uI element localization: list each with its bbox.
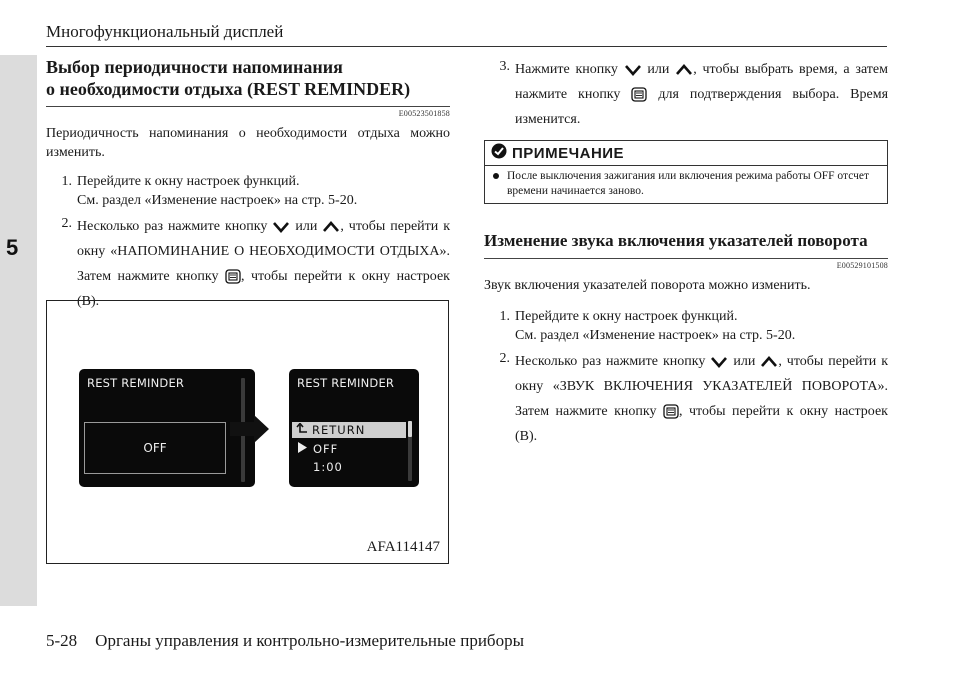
footer-title: Органы управления и контрольно-измерительные приборы: [95, 631, 524, 650]
check-badge-icon: [491, 143, 507, 164]
step-text-part: , чтобы перейти к окну «ЗВУК ВКЛЮЧЕНИЯ УКАЗАТЕЛЕЙ ПОВОРОТА». Затем нажмите кнопку: [515, 354, 889, 419]
step-text: [515, 307, 888, 345]
bullet-icon: [493, 173, 499, 179]
menu-item-return: [292, 422, 406, 438]
enter-button-icon: [663, 404, 679, 419]
menu-item-label: 1:00: [313, 460, 343, 474]
step-line: См. раздел «Изменение настроек» на стр. 5-20.: [77, 193, 358, 208]
step-2: [46, 214, 450, 314]
step-text-part: или: [733, 354, 756, 369]
left-column: [46, 56, 450, 314]
section-divider: [484, 258, 888, 259]
step-1: [46, 172, 450, 210]
step-text-part: Несколько раз нажмите кнопку: [515, 354, 706, 369]
chevron-up-icon: [322, 220, 340, 234]
step-2: [484, 349, 888, 449]
arrow-right-icon: [230, 415, 270, 448]
chevron-down-icon: [272, 220, 290, 234]
screen-title: REST REMINDER: [297, 376, 395, 390]
step-line: Перейдите к окну настроек функций.: [77, 174, 300, 189]
step-text: [515, 57, 888, 132]
step-line: См. раздел «Изменение настроек» на стр. 5-20.: [515, 328, 796, 343]
heading-line-1: Выбор периодичности напоминания: [46, 57, 343, 77]
screen-title: REST REMINDER: [87, 376, 185, 390]
page-number: 5-28: [46, 631, 78, 650]
chevron-up-icon: [760, 355, 778, 369]
note-text: После выключения зажигания или включения режима работы OFF отсчет времени начинается заново.: [507, 170, 869, 197]
step-line: Перейдите к окну настроек функций.: [515, 309, 738, 324]
menu-item-time: [292, 459, 406, 475]
return-icon: [296, 423, 308, 437]
rest-reminder-heading: [46, 56, 450, 100]
chapter-number: 5: [6, 235, 19, 260]
step-number: 1.: [61, 174, 72, 189]
page-footer: [46, 631, 524, 651]
step-text: [515, 349, 888, 449]
step-3: [484, 57, 888, 132]
note-box: [484, 140, 888, 204]
chevron-up-icon: [675, 63, 693, 77]
page-header: Многофункциональный дисплей: [46, 22, 284, 41]
header-divider: [46, 46, 887, 47]
step-text-part: , чтобы перейти к окну настроек (B).: [515, 404, 888, 444]
chevron-down-icon: [710, 355, 728, 369]
triangle-pointer-icon: [298, 442, 307, 456]
display-screen-after: [289, 369, 419, 487]
step-number: 3.: [499, 59, 510, 74]
step-1: [484, 307, 888, 345]
step-text-part: или: [295, 219, 318, 234]
intro-text: Звук включения указателей поворота можно изменить.: [484, 278, 811, 293]
step-number: 2.: [61, 216, 72, 231]
chapter-sidebar: [0, 55, 37, 606]
heading-line-2: о необходимости отдыха (REST REMINDER): [46, 79, 411, 99]
step-text-part: Нажмите кнопку: [515, 62, 618, 77]
figure-code: AFA114147: [366, 539, 440, 555]
menu-item-label: OFF: [313, 442, 339, 456]
step-text-part: Несколько раз нажмите кнопку: [77, 219, 268, 234]
note-title: ПРИМЕЧАНИЕ: [512, 144, 625, 162]
display-figure: [46, 300, 449, 564]
step-text-part: , чтобы перейти к окну «НАПОМИНАНИЕ О НЕОБХОДИМОСТИ ОТДЫХА». Затем нажмите кнопку: [77, 219, 451, 284]
section-divider: [46, 106, 450, 107]
step-text-part: , чтобы выбрать время, а затем нажмите кнопку: [515, 62, 888, 102]
option-value: OFF: [143, 441, 167, 455]
section-code: E00529101508: [836, 261, 888, 270]
display-screen-before: [79, 369, 255, 487]
step-number: 2.: [499, 351, 510, 366]
step-number: 1.: [499, 309, 510, 324]
menu-item-off: [292, 441, 406, 457]
chevron-down-icon: [624, 63, 642, 77]
enter-button-icon: [225, 269, 241, 284]
intro-text: Периодичность напоминания о необходимости отдыха можно изменить.: [46, 126, 450, 160]
step-text: [77, 214, 450, 314]
note-header: [485, 141, 887, 166]
step-text-part: , чтобы перейти к окну настроек (B).: [77, 269, 450, 309]
option-value-box: [84, 422, 226, 474]
scrollbar-thumb: [408, 421, 412, 437]
note-body: [485, 166, 887, 203]
menu-item-label: RETURN: [312, 423, 366, 437]
step-text: [77, 172, 450, 210]
enter-button-icon: [631, 87, 647, 102]
turn-signal-heading: Изменение звука включения указателей поворота: [484, 231, 868, 250]
step-text-part: для подтверждения выбора. Время изменится.: [515, 87, 889, 127]
right-column: [484, 56, 888, 449]
section-code: E00523501858: [398, 109, 450, 118]
step-text-part: или: [647, 62, 670, 77]
